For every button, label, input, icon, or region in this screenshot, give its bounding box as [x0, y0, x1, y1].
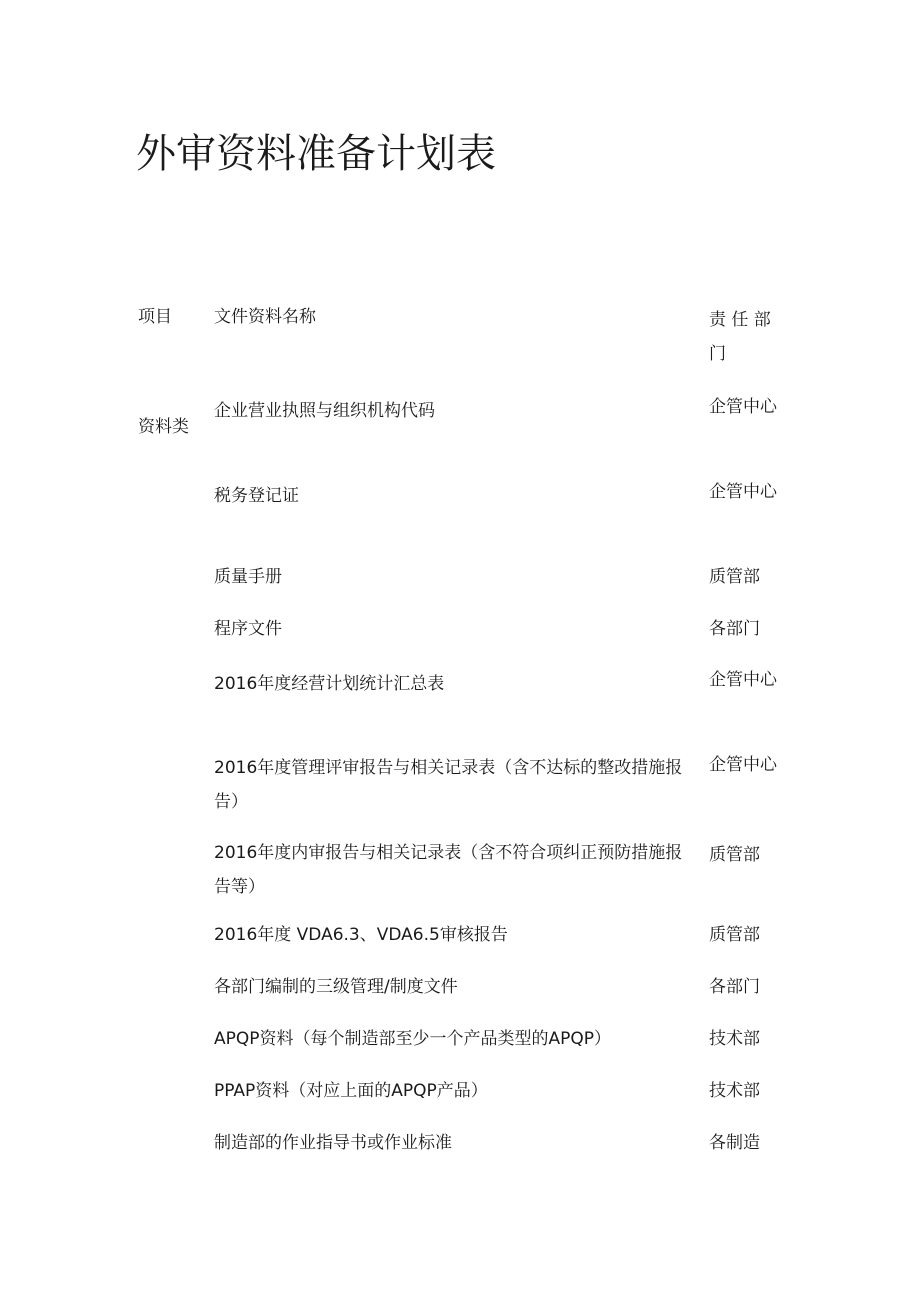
header-item: 项目	[138, 307, 172, 327]
table-row-dept: 企管中心	[709, 670, 777, 690]
table-row-dept: 企管中心	[709, 482, 777, 502]
table-row-name: 税务登记证	[214, 486, 299, 506]
header-file-name: 文件资料名称	[214, 307, 316, 327]
header-department: 责 任 部 门	[709, 310, 771, 364]
table-row-dept: 技术部	[709, 1081, 760, 1101]
table-row-name: 制造部的作业指导书或作业标准	[214, 1133, 452, 1153]
table-row-name: 2016年度经营计划统计汇总表	[214, 674, 445, 694]
table-row-name: 2016年度管理评审报告与相关记录表（含不达标的整改措施报告）	[214, 758, 683, 812]
table-row-dept: 各部门	[709, 619, 760, 639]
table-row-name: 各部门编制的三级管理/制度文件	[214, 977, 458, 997]
table-row-dept: 质管部	[709, 567, 760, 587]
table-row-dept: 企管中心	[709, 397, 777, 417]
category-label: 资料类	[138, 417, 189, 437]
page-title: 外审资料准备计划表	[136, 131, 496, 177]
table-row-dept: 各制造	[709, 1133, 760, 1153]
table-row-dept: 技术部	[709, 1029, 760, 1049]
table-row-name: 企业营业执照与组织机构代码	[214, 401, 435, 421]
table-row-dept: 各部门	[709, 977, 760, 997]
table-row-dept: 质管部	[709, 925, 760, 945]
table-row-name: 质量手册	[214, 567, 282, 587]
table-row-name: APQP资料（每个制造部至少一个产品类型的APQP）	[214, 1029, 612, 1049]
table-row-dept: 质管部	[709, 845, 760, 865]
table-row-name: 2016年度 VDA6.3、VDA6.5审核报告	[214, 925, 508, 945]
table-row-name: 程序文件	[214, 619, 282, 639]
table-row-dept: 企管中心	[709, 755, 777, 775]
table-row-name: PPAP资料（对应上面的APQP产品）	[214, 1081, 488, 1101]
table-row-name: 2016年度内审报告与相关记录表（含不符合项纠正预防措施报告等）	[214, 843, 683, 897]
